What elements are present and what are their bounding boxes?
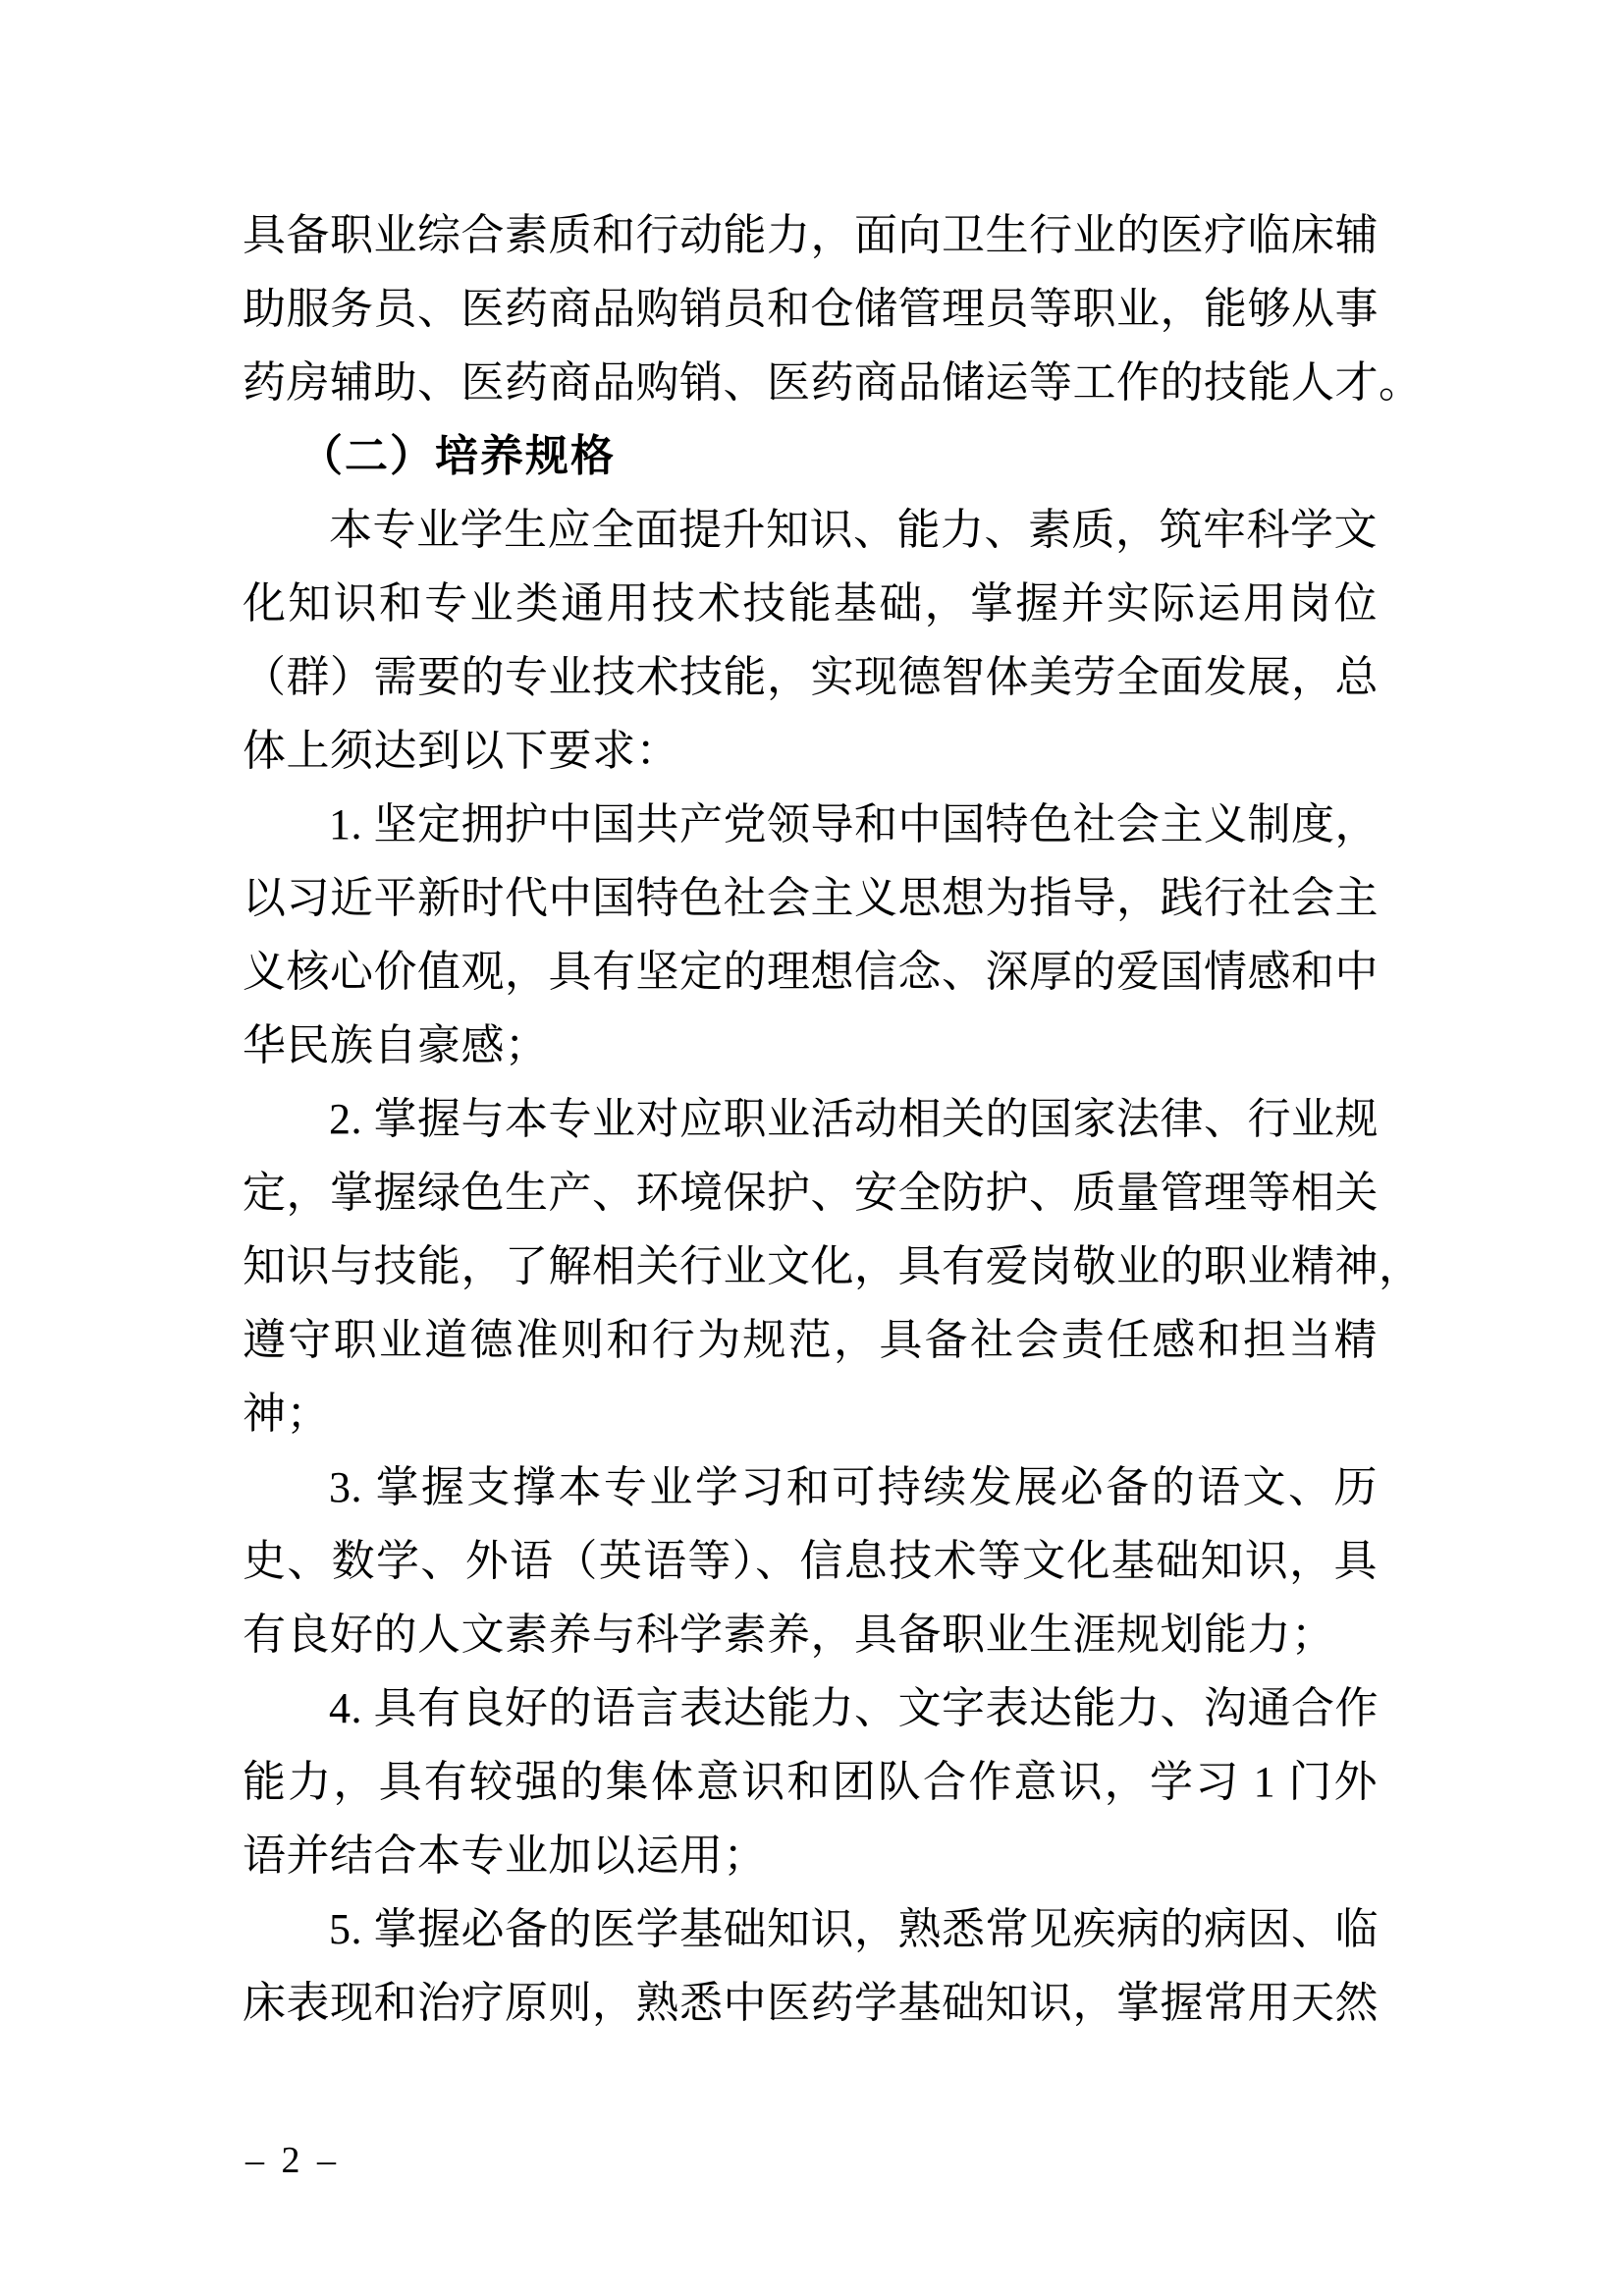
text-line: 具备职业综合素质和行动能力，面向卫生行业的医疗临床辅: [243, 211, 1379, 259]
list-item-4-line: 4. 具有良好的语言表达能力、文字表达能力、沟通合作: [329, 1684, 1379, 1732]
text-line: 化知识和专业类通用技术技能基础，掌握并实际运用岗位: [243, 579, 1378, 628]
list-item-3-line: 3. 掌握支撑本专业学习和可持续发展必备的语文、历: [329, 1463, 1378, 1511]
text-line: 床表现和治疗原则，熟悉中医药学基础知识，掌握常用天然: [243, 1979, 1379, 2027]
text-line: 语并结合本专业加以运用；: [243, 1831, 767, 1880]
text-line: 能力，具有较强的集体意识和团队合作意识，学习 1 门外: [243, 1758, 1378, 1806]
text-line: 本专业学生应全面提升知识、能力、素质，筑牢科学文: [329, 506, 1378, 554]
text-line: 遵守职业道德准则和行为规范，具备社会责任感和担当精: [243, 1316, 1378, 1364]
text-line: 知识与技能，了解相关行业文化，具有爱岗敬业的职业精神，: [243, 1242, 1423, 1290]
text-line: 神；: [243, 1390, 330, 1438]
text-line: 定，掌握绿色生产、环境保护、安全防护、质量管理等相关: [243, 1169, 1379, 1217]
list-item-5-line: 5. 掌握必备的医学基础知识，熟悉常见疾病的病因、临: [329, 1905, 1379, 1953]
section-heading: （二）培养规格: [299, 432, 616, 480]
document-text-body: [243, 198, 1423, 2040]
text-line: 体上须达到以下要求：: [243, 727, 679, 775]
text-line: 以习近平新时代中国特色社会主义思想为指导，践行社会主: [243, 874, 1379, 922]
text-line: 助服务员、医药商品购销员和仓储管理员等职业，能够从事: [243, 285, 1379, 333]
text-line: （群）需要的专业技术技能，实现德智体美劳全面发展，总: [243, 653, 1379, 701]
text-line: 有良好的人文素养与科学素养，具备职业生涯规划能力；: [243, 1611, 1335, 1659]
text-line: 义核心价值观，具有坚定的理想信念、深厚的爱国情感和中: [243, 948, 1379, 996]
text-line: 史、数学、外语（英语等）、信息技术等文化基础知识，具: [243, 1537, 1378, 1585]
list-item-2-line: 2. 掌握与本专业对应职业活动相关的国家法律、行业规: [329, 1095, 1379, 1143]
text-line: 药房辅助、医药商品购销、医药商品储运等工作的技能人才。: [243, 358, 1423, 407]
page-number: – 2 –: [245, 2140, 340, 2181]
list-item-1-line: 1. 坚定拥护中国共产党领导和中国特色社会主义制度，: [329, 800, 1379, 848]
text-line: 华民族自豪感；: [243, 1021, 549, 1069]
